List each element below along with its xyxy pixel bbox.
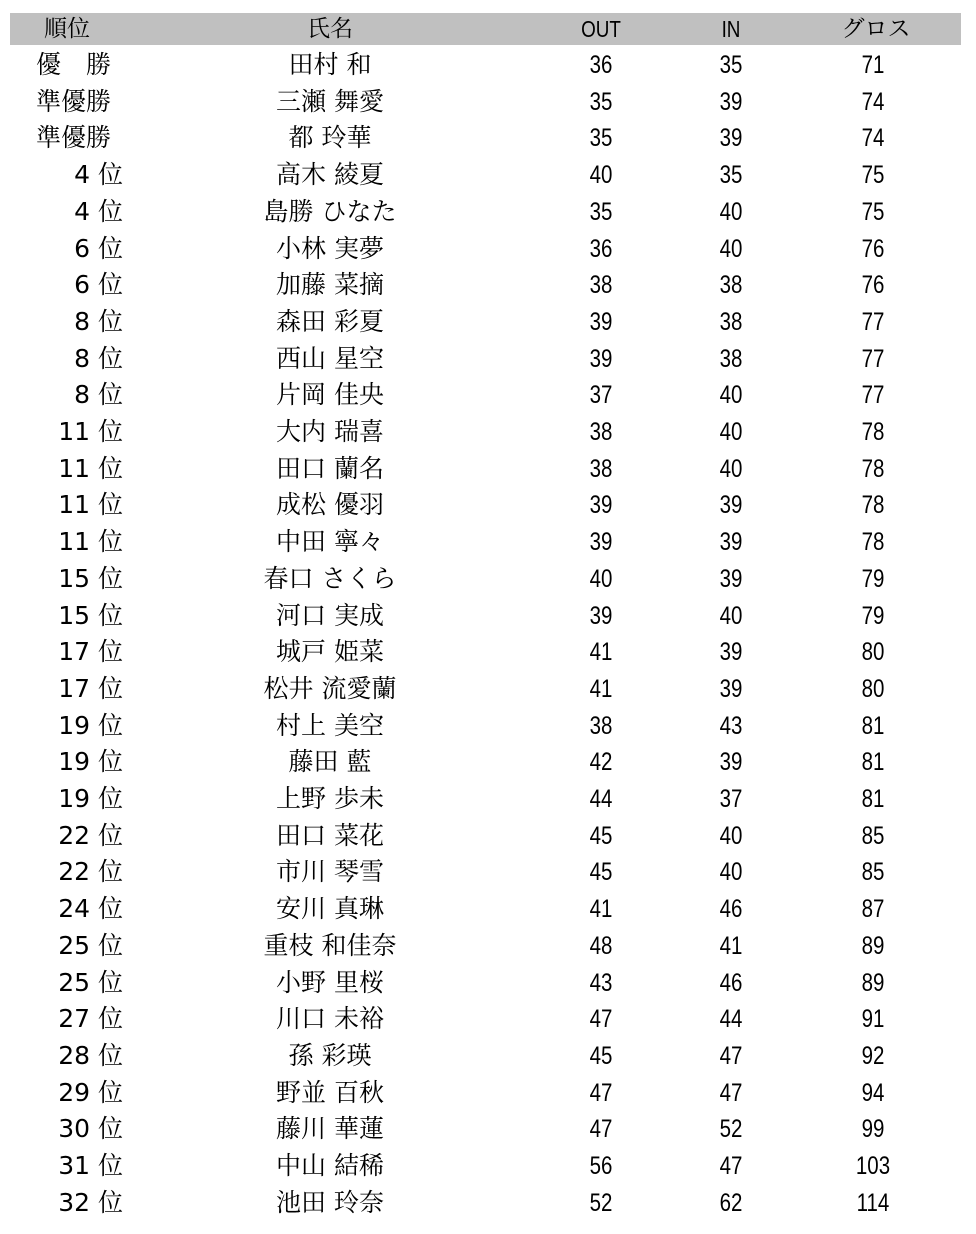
rank-cell: 準優勝 — [36, 86, 112, 116]
header-out: OUT — [581, 16, 621, 42]
gross-score-cell: 77 — [861, 344, 885, 373]
gross-score-cell: 76 — [861, 234, 885, 263]
rank-cell: 4 位 — [74, 196, 123, 226]
name-cell: 上野 歩未 — [276, 784, 384, 813]
in-score-cell: 39 — [719, 491, 743, 520]
rank-cell: 30 位 — [58, 1114, 123, 1144]
name-cell: 三瀬 舞愛 — [276, 86, 384, 116]
gross-score-cell: 89 — [861, 931, 885, 960]
rank-cell: 29 位 — [58, 1077, 123, 1107]
gross-score-cell: 103 — [855, 1152, 891, 1180]
name-cell: 田口 蘭名 — [276, 453, 384, 483]
in-score-cell: 47 — [719, 1041, 743, 1070]
in-score-cell: 40 — [719, 454, 743, 483]
out-score-cell: 40 — [589, 161, 613, 190]
out-score-cell: 52 — [589, 1188, 613, 1217]
out-score-cell: 39 — [589, 307, 613, 336]
gross-score-cell: 81 — [861, 748, 885, 777]
gross-score-cell: 80 — [861, 674, 885, 703]
in-score-cell: 39 — [719, 124, 743, 153]
out-score-cell: 38 — [589, 418, 613, 446]
name-cell: 城戸 姫菜 — [276, 637, 384, 667]
out-score-cell: 40 — [589, 564, 613, 593]
in-score-cell: 43 — [719, 711, 743, 740]
name-cell: 春口 さくら — [263, 563, 397, 593]
gross-score-cell: 85 — [861, 858, 885, 887]
name-cell: 孫 彩瑛 — [288, 1040, 372, 1070]
name-cell: 田村 和 — [288, 50, 372, 79]
in-score-cell: 40 — [719, 858, 743, 887]
in-score-cell: 38 — [719, 271, 743, 300]
rank-cell: 32 位 — [58, 1187, 123, 1217]
name-cell: 森田 彩夏 — [276, 306, 384, 336]
in-score-cell: 39 — [719, 748, 743, 777]
out-score-cell: 39 — [589, 344, 613, 373]
name-cell: 加藤 菜摘 — [276, 270, 384, 300]
gross-score-cell: 78 — [861, 454, 885, 483]
in-score-cell: 38 — [719, 344, 743, 373]
gross-score-cell: 92 — [861, 1041, 885, 1070]
header-rank: 順位 — [44, 16, 90, 42]
out-score-cell: 38 — [589, 711, 613, 740]
name-cell: 田口 菜花 — [276, 820, 384, 850]
rank-cell: 31 位 — [58, 1151, 123, 1180]
out-score-cell: 39 — [589, 491, 613, 520]
name-cell: 重枝 和佳奈 — [263, 930, 397, 960]
out-score-cell: 48 — [589, 931, 613, 960]
in-score-cell: 39 — [719, 564, 743, 593]
gross-score-cell: 76 — [861, 271, 885, 300]
gross-score-cell: 75 — [861, 197, 885, 226]
gross-score-cell: 87 — [861, 895, 885, 924]
in-score-cell: 41 — [719, 931, 743, 960]
rank-cell: 4 位 — [74, 160, 123, 190]
rank-cell: 6 位 — [74, 270, 123, 300]
out-score-cell: 41 — [589, 638, 613, 667]
in-score-cell: 52 — [719, 1115, 743, 1144]
in-score-cell: 40 — [719, 418, 743, 446]
name-cell: 松井 流愛蘭 — [263, 673, 397, 703]
in-score-cell: 40 — [719, 381, 743, 410]
out-score-cell: 45 — [589, 858, 613, 887]
name-cell: 都 玲華 — [288, 123, 372, 153]
rank-cell: 8 位 — [74, 343, 123, 373]
gross-score-cell: 77 — [861, 307, 885, 336]
in-score-cell: 39 — [719, 638, 743, 667]
gross-score-cell: 81 — [861, 711, 885, 740]
out-score-cell: 42 — [589, 748, 613, 777]
out-score-cell: 56 — [589, 1152, 613, 1180]
name-cell: 安川 真琳 — [276, 894, 384, 924]
gross-score-cell: 99 — [861, 1115, 885, 1144]
gross-score-cell: 78 — [861, 528, 885, 557]
gross-score-cell: 74 — [861, 87, 885, 116]
gross-score-cell: 80 — [861, 638, 885, 667]
rank-cell: 8 位 — [74, 306, 123, 336]
out-score-cell: 38 — [589, 271, 613, 300]
rank-cell: 22 位 — [58, 857, 123, 887]
rank-cell: 19 位 — [58, 784, 123, 813]
in-score-cell: 40 — [719, 197, 743, 226]
out-score-cell: 36 — [589, 234, 613, 263]
rank-cell: 優 勝 — [36, 50, 112, 79]
gross-score-cell: 91 — [861, 1005, 885, 1034]
in-score-cell: 35 — [719, 161, 743, 190]
name-cell: 西山 星空 — [276, 343, 384, 373]
gross-score-cell: 78 — [861, 418, 885, 446]
in-score-cell: 37 — [719, 785, 743, 813]
out-score-cell: 47 — [589, 1078, 613, 1107]
out-score-cell: 45 — [589, 821, 613, 850]
out-score-cell: 47 — [589, 1115, 613, 1144]
name-cell: 市川 琴雪 — [276, 857, 384, 887]
rank-cell: 22 位 — [58, 820, 123, 850]
gross-score-cell: 74 — [861, 124, 885, 153]
gross-score-cell: 85 — [861, 821, 885, 850]
name-cell: 川口 未裕 — [276, 1004, 384, 1034]
name-cell: 村上 美空 — [276, 710, 384, 740]
name-cell: 中田 寧々 — [276, 527, 384, 557]
out-score-cell: 35 — [589, 87, 613, 116]
in-score-cell: 46 — [719, 968, 743, 997]
name-cell: 小林 実夢 — [276, 233, 384, 263]
gross-score-cell: 75 — [861, 161, 885, 190]
header-gross: グロス — [841, 16, 911, 42]
in-score-cell: 46 — [719, 895, 743, 924]
name-cell: 大内 瑞喜 — [276, 417, 384, 446]
rank-cell: 準優勝 — [36, 123, 112, 153]
gross-score-cell: 71 — [861, 51, 885, 79]
rank-cell: 19 位 — [58, 747, 123, 777]
out-score-cell: 44 — [589, 785, 613, 813]
name-cell: 片岡 佳央 — [276, 380, 384, 410]
rank-cell: 17 位 — [58, 673, 123, 703]
rank-cell: 11 位 — [58, 417, 123, 446]
rank-cell: 11 位 — [58, 453, 123, 483]
rank-cell: 15 位 — [58, 600, 123, 630]
gross-score-cell: 81 — [861, 785, 885, 813]
name-cell: 高木 綾夏 — [276, 160, 384, 190]
gross-score-cell: 78 — [861, 491, 885, 520]
in-score-cell: 47 — [719, 1152, 743, 1180]
gross-score-cell: 79 — [861, 601, 885, 630]
out-score-cell: 37 — [589, 381, 613, 410]
header-in: IN — [721, 16, 741, 42]
out-score-cell: 39 — [589, 601, 613, 630]
out-score-cell: 45 — [589, 1041, 613, 1070]
gross-score-cell: 79 — [861, 564, 885, 593]
name-cell: 成松 優羽 — [276, 490, 384, 520]
gross-score-cell: 77 — [861, 381, 885, 410]
rank-cell: 25 位 — [58, 967, 123, 997]
in-score-cell: 35 — [719, 51, 743, 79]
out-score-cell: 38 — [589, 454, 613, 483]
in-score-cell: 40 — [719, 601, 743, 630]
in-score-cell: 40 — [719, 234, 743, 263]
out-score-cell: 47 — [589, 1005, 613, 1034]
gross-score-cell: 89 — [861, 968, 885, 997]
in-score-cell: 40 — [719, 821, 743, 850]
name-cell: 藤田 藍 — [288, 747, 372, 777]
rank-cell: 27 位 — [58, 1004, 123, 1034]
rank-cell: 17 位 — [58, 637, 123, 667]
rank-cell: 11 位 — [58, 527, 123, 557]
gross-score-cell: 94 — [861, 1078, 885, 1107]
out-score-cell: 35 — [589, 197, 613, 226]
in-score-cell: 47 — [719, 1078, 743, 1107]
in-score-cell: 44 — [719, 1005, 743, 1034]
name-cell: 中山 結稀 — [276, 1151, 384, 1180]
out-score-cell: 41 — [589, 674, 613, 703]
rank-cell: 15 位 — [58, 563, 123, 593]
rank-cell: 28 位 — [58, 1040, 123, 1070]
in-score-cell: 39 — [719, 528, 743, 557]
rank-cell: 8 位 — [74, 380, 123, 410]
rank-cell: 11 位 — [58, 490, 123, 520]
in-score-cell: 39 — [719, 87, 743, 116]
out-score-cell: 36 — [589, 51, 613, 79]
rank-cell: 25 位 — [58, 930, 123, 960]
in-score-cell: 62 — [719, 1188, 743, 1217]
name-cell: 野並 百秋 — [276, 1077, 384, 1107]
name-cell: 島勝 ひなた — [263, 196, 397, 226]
header-name: 氏名 — [307, 16, 353, 42]
rank-cell: 24 位 — [58, 894, 123, 924]
rank-cell: 6 位 — [74, 233, 123, 263]
gross-score-cell: 114 — [856, 1188, 890, 1217]
out-score-cell: 41 — [589, 895, 613, 924]
out-score-cell: 43 — [589, 968, 613, 997]
out-score-cell: 39 — [589, 528, 613, 557]
name-cell: 小野 里桜 — [276, 967, 384, 997]
in-score-cell: 38 — [719, 307, 743, 336]
name-cell: 藤川 華蓮 — [276, 1114, 384, 1144]
out-score-cell: 35 — [589, 124, 613, 153]
name-cell: 池田 玲奈 — [276, 1187, 384, 1217]
name-cell: 河口 実成 — [276, 600, 384, 630]
in-score-cell: 39 — [719, 674, 743, 703]
rank-cell: 19 位 — [58, 710, 123, 740]
